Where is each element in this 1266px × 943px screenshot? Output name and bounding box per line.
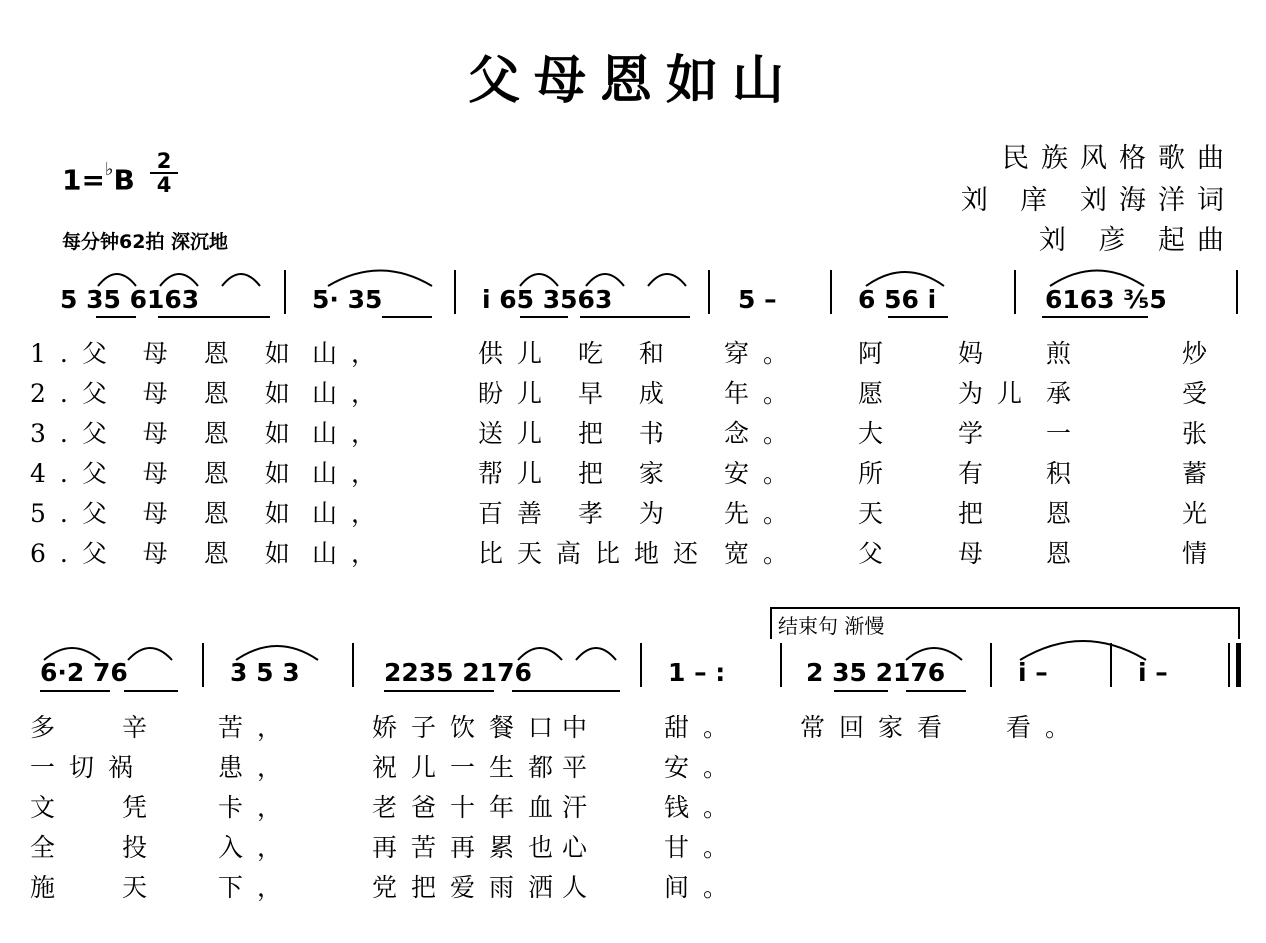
bottom-verse-3-cell: 凭 — [122, 793, 162, 822]
top-verse-6-cell: 6.父 母 恩 如 — [30, 539, 304, 568]
top-verse-3-cell: 大 — [858, 419, 898, 448]
key-note: B — [113, 163, 135, 197]
top-verse-4-cell: 安。 — [724, 459, 803, 488]
top-verse-2-cell: 为儿 — [958, 379, 1037, 408]
measure-2-3: 2235 2176 — [384, 658, 532, 687]
top-verse-3-cell: 学 — [958, 419, 998, 448]
bottom-verse-1-cell: 常回家看 — [800, 713, 957, 742]
bottom-verse-5-cell: 人 — [562, 873, 602, 902]
bottom-verse-3-cell: 汗 — [562, 793, 602, 822]
bottom-verse-4-cell: 心 — [562, 833, 602, 862]
measure-2-6: i – — [1018, 658, 1048, 687]
top-verse-5-cell: 山， — [312, 499, 391, 528]
time-top: 2 — [156, 149, 172, 173]
top-verse-3-cell: 山， — [312, 419, 391, 448]
measure-1-3: i 65 3563 — [482, 285, 613, 314]
top-verse-3-cell: 送儿 把 书 — [478, 419, 678, 448]
credit-composer: 刘 彦 起曲 — [1038, 225, 1236, 256]
top-verse-6-cell: 恩 — [1046, 539, 1086, 568]
top-verse-2-cell: 山， — [312, 379, 391, 408]
measure-1-5: 6 56 i — [858, 285, 937, 314]
credit-lyricists: 刘 庠 刘海洋词 — [960, 185, 1236, 216]
top-verse-3-cell: 念。 — [724, 419, 803, 448]
measure-2-1: 6·2 76 — [40, 658, 128, 687]
top-verse-3-cell: 张 — [1182, 419, 1222, 448]
top-verse-5-cell: 百善 孝 为 — [478, 499, 678, 528]
bottom-verse-4-cell: 投 — [122, 833, 162, 862]
top-verse-4-cell: 有 — [958, 459, 998, 488]
top-verse-3-cell: 3.父 母 恩 如 — [30, 419, 304, 448]
top-verse-1-cell: 炒 — [1182, 339, 1222, 368]
bottom-verse-4-cell: 再苦再累也 — [372, 833, 568, 862]
measure-2-4: 1 – : — [668, 658, 726, 687]
bottom-verse-4-cell: 入， — [218, 833, 297, 862]
bottom-verse-5-cell: 下， — [218, 873, 297, 902]
top-verse-5-cell: 恩 — [1046, 499, 1086, 528]
top-verse-2-cell: 2.父 母 恩 如 — [30, 379, 304, 408]
top-verse-6-cell: 山， — [312, 539, 391, 568]
bottom-verse-1-cell: 中 — [562, 713, 602, 742]
measure-1-4: 5 – — [738, 285, 777, 314]
top-verse-2-cell: 承 — [1046, 379, 1086, 408]
top-verse-6-cell: 父 — [858, 539, 898, 568]
bottom-verse-4-cell: 甘。 — [664, 833, 743, 862]
top-verse-2-cell: 盼儿 早 成 — [478, 379, 678, 408]
measure-1-2: 5· 35 — [312, 285, 383, 314]
top-verse-2-cell: 受 — [1182, 379, 1222, 408]
top-verse-2-cell: 愿 — [858, 379, 898, 408]
time-bottom: 4 — [150, 172, 178, 196]
top-verse-2-cell: 年。 — [724, 379, 803, 408]
flat-symbol: ♭ — [104, 159, 114, 180]
bottom-verse-1-cell: 多 — [30, 713, 70, 742]
top-verse-4-cell: 山， — [312, 459, 391, 488]
top-verse-4-cell: 4.父 母 恩 如 — [30, 459, 304, 488]
bottom-verse-3-cell: 文 — [30, 793, 70, 822]
key-prefix: 1= — [62, 163, 105, 197]
measure-2-7: i – — [1138, 658, 1168, 687]
top-verse-1-cell: 穿。 — [724, 339, 803, 368]
bottom-verse-3-cell: 卡， — [218, 793, 297, 822]
top-verse-5-cell: 天 — [858, 499, 898, 528]
ending-label: 结束句 渐慢 — [778, 614, 885, 638]
top-verse-6-cell: 宽。 — [724, 539, 803, 568]
top-verse-1-cell: 供儿 吃 和 — [478, 339, 678, 368]
measure-1-6: 6163 ³⁄₅5 — [1045, 285, 1167, 314]
bottom-verse-2-cell: 平 — [562, 753, 602, 782]
top-verse-4-cell: 蓄 — [1182, 459, 1222, 488]
top-verse-1-cell: 1.父 母 恩 如 — [30, 339, 304, 368]
top-verse-1-cell: 山， — [312, 339, 391, 368]
top-verse-4-cell: 积 — [1046, 459, 1086, 488]
bottom-verse-4-cell: 全 — [30, 833, 70, 862]
bottom-verse-1-cell: 苦， — [218, 713, 297, 742]
bottom-verse-5-cell: 党把爱雨洒 — [372, 873, 568, 902]
credit-style: 民族风格歌曲 — [1002, 143, 1236, 174]
tempo-marking: 每分钟62拍 深沉地 — [62, 231, 229, 253]
top-verse-5-cell: 光 — [1182, 499, 1222, 528]
bottom-verse-1-cell: 娇子饮餐口 — [372, 713, 568, 742]
measure-2-2: 3 5 3 — [230, 658, 300, 687]
bottom-verse-2-cell: 祝儿一生都 — [372, 753, 568, 782]
top-verse-5-cell: 先。 — [724, 499, 803, 528]
bottom-verse-5-cell: 间。 — [664, 873, 743, 902]
bottom-verse-2-cell: 患， — [218, 753, 297, 782]
bottom-verse-3-cell: 老爸十年血 — [372, 793, 568, 822]
bottom-verse-5-cell: 天 — [122, 873, 162, 902]
song-title: 父母恩如山 — [467, 50, 798, 111]
top-verse-1-cell: 阿 — [858, 339, 898, 368]
measure-1-1: 5 35 6163 — [60, 285, 200, 314]
bottom-verse-2-cell: 安。 — [664, 753, 743, 782]
top-verse-1-cell: 妈 — [958, 339, 998, 368]
bottom-verse-1-cell: 甜。 — [664, 713, 743, 742]
bottom-verse-2-cell: 一切祸 — [30, 753, 148, 782]
top-verse-6-cell: 情 — [1182, 539, 1222, 568]
bottom-verse-3-cell: 钱。 — [664, 793, 743, 822]
bottom-verse-1-cell: 辛 — [122, 713, 162, 742]
top-verse-4-cell: 帮儿 把 家 — [478, 459, 678, 488]
top-verse-6-cell: 比天高比地还 — [478, 539, 713, 568]
bottom-verse-5-cell: 施 — [30, 873, 70, 902]
bottom-verse-1-cell: 看。 — [1006, 713, 1085, 742]
top-verse-5-cell: 把 — [958, 499, 998, 528]
top-verse-5-cell: 5.父 母 恩 如 — [30, 499, 304, 528]
top-verse-1-cell: 煎 — [1046, 339, 1086, 368]
top-verse-3-cell: 一 — [1046, 419, 1086, 448]
top-verse-4-cell: 所 — [858, 459, 898, 488]
top-verse-6-cell: 母 — [958, 539, 998, 568]
measure-2-5: 2 35 2176 — [806, 658, 946, 687]
